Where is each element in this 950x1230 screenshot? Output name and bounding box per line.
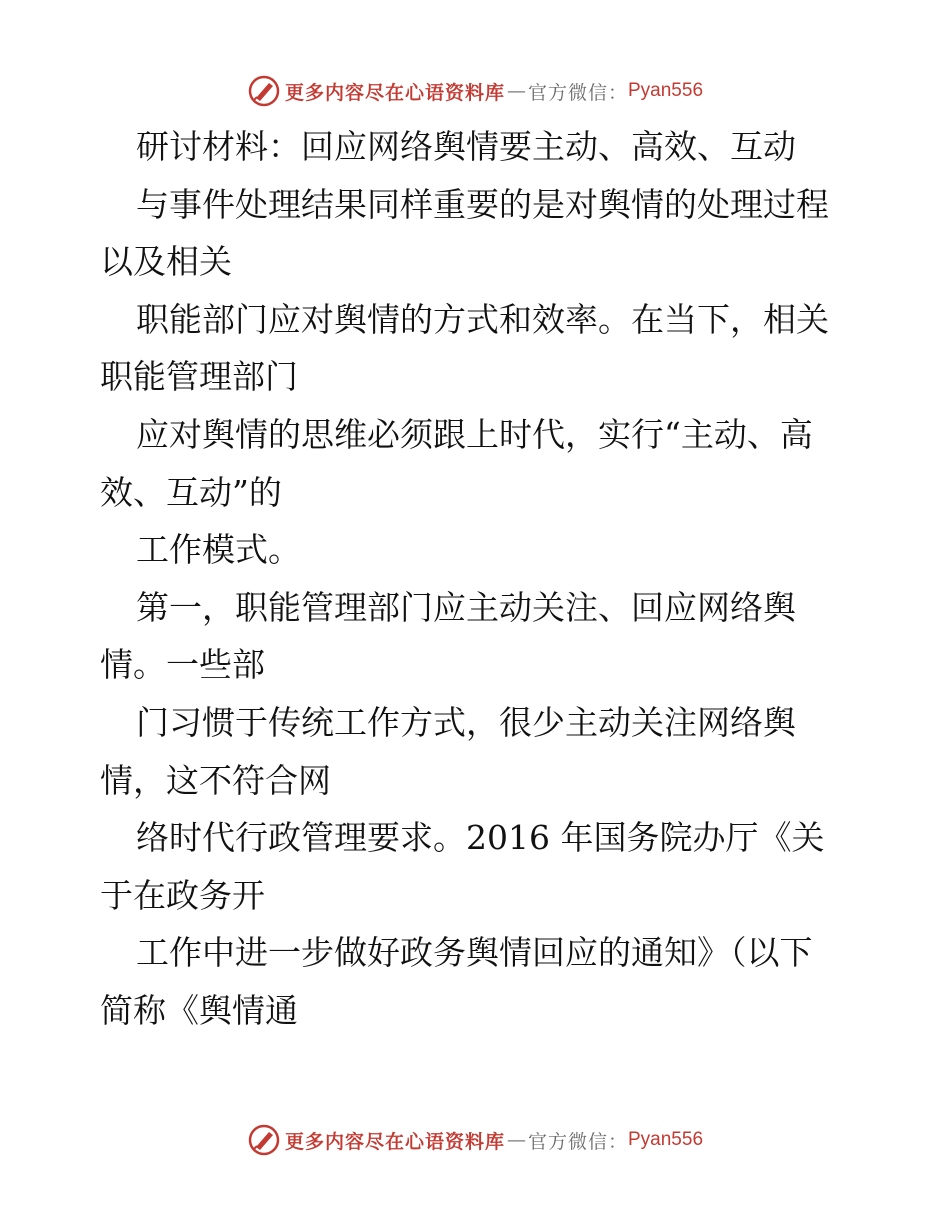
watermark-id: Pyan556: [628, 80, 704, 101]
text-line: 与事件处理结果同样重要的是对舆情的处理过程: [136, 184, 829, 224]
text-line: 门习惯于传统工作方式，很少主动关注网络舆: [136, 702, 796, 742]
watermark-separator: —: [506, 80, 526, 102]
text-line: 于在政务开: [100, 875, 265, 915]
text-line: 简称《舆情通: [100, 990, 298, 1030]
text-line: 效、互动”的: [100, 472, 282, 512]
text-line: 职能部门应对舆情的方式和效率。在当下，相关: [136, 299, 829, 339]
text-line: 工作中进一步做好政务舆情回应的通知》（以下: [136, 933, 813, 973]
text-line: 工作模式。: [136, 530, 301, 570]
header-watermark: [0, 71, 950, 111]
text-line: 情，这不符合网: [100, 760, 331, 800]
text-line: 第一，职能管理部门应主动关注、回应网络舆: [136, 587, 796, 627]
watermark-text: 更多内容尽在心语资料库: [284, 81, 505, 104]
text-line: 职能管理部门: [100, 357, 298, 397]
text-line: 应对舆情的思维必须跟上时代，实行“主动、高: [136, 414, 813, 454]
document-body: [100, 118, 860, 1040]
text-line: 情。一些部: [100, 645, 265, 685]
footer-watermark: [0, 1120, 950, 1160]
watermark-separator: —: [506, 1129, 526, 1151]
pen-seal-icon: [247, 74, 281, 108]
watermark-id: Pyan556: [628, 1129, 704, 1150]
watermark-text: 更多内容尽在心语资料库: [284, 1130, 505, 1153]
pen-seal-icon: [247, 1123, 281, 1157]
text-line: 以及相关: [100, 242, 232, 282]
watermark-label: 官方微信：: [527, 81, 628, 104]
watermark-label: 官方微信：: [527, 1130, 628, 1153]
text-line: 研讨材料：回应网络舆情要主动、高效、互动: [136, 127, 796, 166]
text-line: 络时代行政管理要求。2016 年国务院办厅《关: [136, 818, 825, 858]
